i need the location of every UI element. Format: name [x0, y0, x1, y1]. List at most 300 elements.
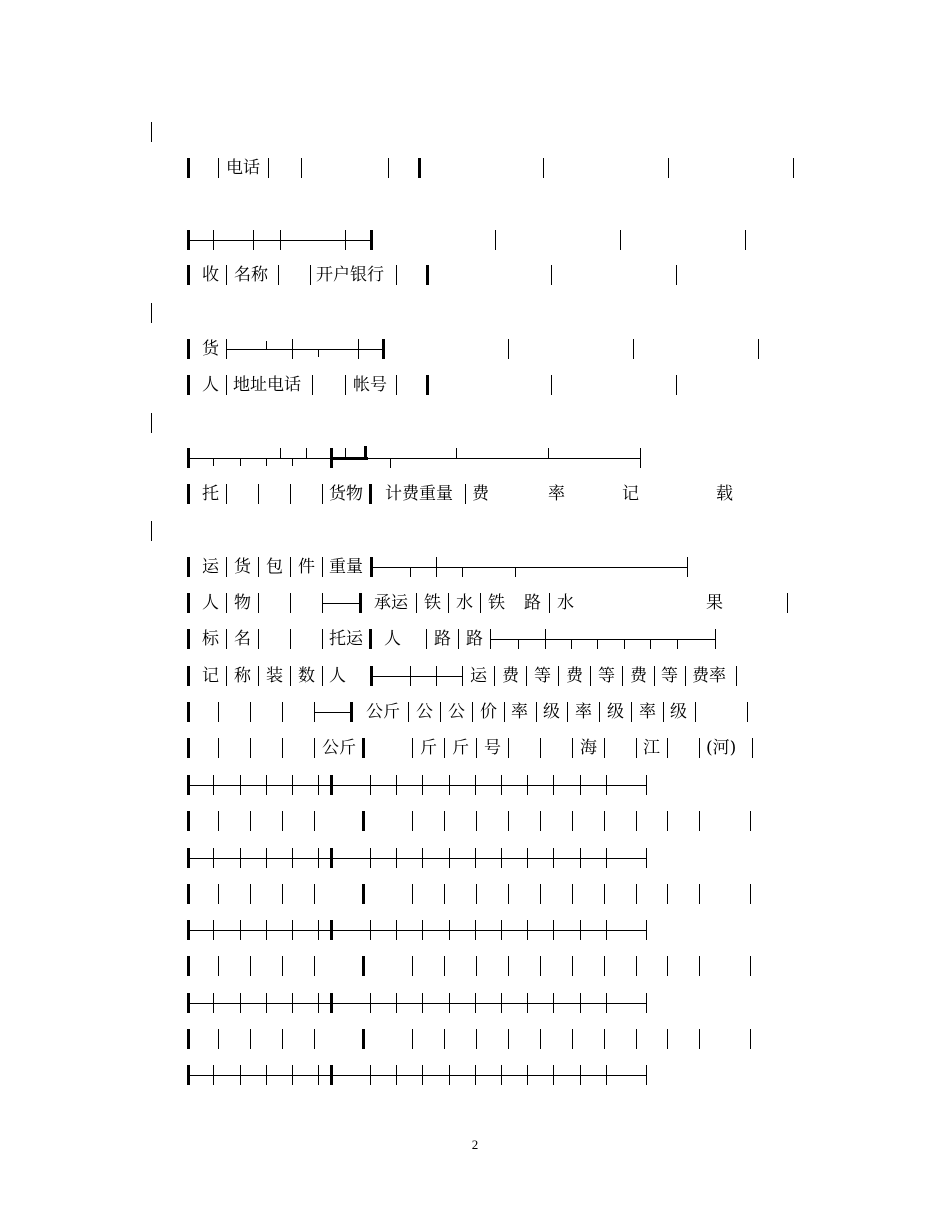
tick — [449, 775, 450, 795]
cell-border — [476, 811, 477, 831]
label-carrier: 承运 — [374, 593, 408, 613]
cell-border — [646, 848, 647, 868]
cell-border — [187, 738, 190, 758]
label-rec: 记 — [202, 666, 219, 686]
cell-border — [187, 848, 190, 868]
cell-border — [750, 1029, 751, 1049]
label-rate: 率 — [548, 484, 565, 504]
cell-border — [667, 884, 668, 904]
label-record: 记 — [622, 484, 639, 504]
tick — [280, 448, 281, 458]
cell-border — [604, 956, 605, 976]
tick — [213, 920, 214, 940]
cell-border — [551, 265, 552, 285]
cell-border — [412, 811, 413, 831]
label-name: 名称 — [234, 265, 268, 285]
tick — [449, 848, 450, 868]
cell-border — [250, 1029, 251, 1049]
cell-border — [218, 158, 219, 178]
cell-border — [444, 884, 445, 904]
cell-border — [667, 956, 668, 976]
tick — [240, 458, 241, 466]
cell-border — [685, 666, 686, 686]
cell-border — [676, 375, 677, 395]
tick — [677, 639, 678, 649]
cell-border — [549, 593, 550, 613]
cell-border — [604, 811, 605, 831]
cell-border — [504, 702, 505, 722]
tick — [501, 993, 502, 1013]
cell-border — [646, 993, 647, 1013]
label-river-paren: (河) — [706, 738, 737, 758]
row-rule — [187, 1003, 647, 1004]
cell-border — [322, 484, 323, 504]
cell-border — [540, 956, 541, 976]
cell-border — [476, 1029, 477, 1049]
tick — [266, 1065, 267, 1085]
cell-border — [290, 629, 291, 649]
cell-border — [465, 484, 466, 504]
row-rule-bold — [330, 457, 368, 460]
label-kg-2: 公斤 — [322, 738, 356, 758]
tick — [422, 1065, 423, 1085]
cell-border — [362, 1029, 365, 1049]
label-count: 数 — [298, 666, 315, 686]
tick — [370, 993, 371, 1013]
cell-border — [567, 702, 568, 722]
label-water: 水 — [456, 593, 473, 613]
cell-border — [476, 738, 477, 758]
label-result: 果 — [706, 593, 723, 613]
cell-border — [636, 884, 637, 904]
cell-border — [758, 339, 759, 359]
tick — [527, 775, 528, 795]
cell-border — [226, 666, 227, 686]
tick — [240, 920, 241, 940]
cell-border — [793, 158, 794, 178]
cell-border — [382, 339, 385, 359]
cell-border — [426, 375, 429, 395]
cell-border — [218, 811, 219, 831]
cell-border — [667, 738, 668, 758]
label-level-1: 级 — [543, 702, 560, 722]
label-river: 江 — [643, 738, 660, 758]
label-number: 号 — [484, 738, 501, 758]
cell-border — [676, 265, 677, 285]
cell-border — [458, 629, 459, 649]
tick — [501, 775, 502, 795]
cell-border — [508, 738, 509, 758]
margin-rule — [151, 413, 152, 433]
cell-border — [599, 702, 600, 722]
tick — [422, 775, 423, 795]
label-jin-2: 斤 — [452, 738, 469, 758]
cell-border — [282, 956, 283, 976]
cell-border — [250, 702, 251, 722]
cell-border — [282, 1029, 283, 1049]
label-item: 物 — [234, 593, 251, 613]
tick — [318, 993, 319, 1013]
cell-border — [480, 593, 481, 613]
label-rate-1: 率 — [511, 702, 528, 722]
cell-border — [314, 811, 315, 831]
cell-border — [369, 484, 372, 504]
cell-border — [699, 738, 700, 758]
cell-border — [322, 666, 323, 686]
label-public-2: 公 — [448, 702, 465, 722]
label-fee-1: 费 — [502, 666, 519, 686]
tick — [292, 775, 293, 795]
tick — [475, 1065, 476, 1085]
label-water-2: 水 — [557, 593, 574, 613]
margin-rule — [151, 521, 152, 541]
tick — [370, 775, 371, 795]
label-kg: 公斤 — [366, 702, 400, 722]
cell-border — [508, 811, 509, 831]
cell-border — [226, 593, 227, 613]
cell-border — [322, 557, 323, 577]
cell-border — [444, 956, 445, 976]
cell-border — [187, 448, 190, 468]
cell-border — [278, 265, 279, 285]
cell-border — [750, 884, 751, 904]
cell-border — [590, 666, 591, 686]
tick — [518, 639, 519, 649]
cell-border — [747, 702, 748, 722]
tick — [318, 349, 319, 357]
cell-border — [476, 956, 477, 976]
tick — [422, 848, 423, 868]
cell-border — [646, 775, 647, 795]
cell-border — [187, 702, 190, 722]
tick — [606, 920, 607, 940]
row-rule — [322, 603, 362, 604]
cell-border — [187, 811, 190, 831]
tick — [449, 920, 450, 940]
cell-border — [636, 956, 637, 976]
label-phone: 电话 — [226, 158, 260, 178]
label-road-3: 路 — [466, 629, 483, 649]
tick — [318, 920, 319, 940]
label-person-4: 人 — [329, 666, 346, 686]
cell-border — [290, 557, 291, 577]
label-cargo: 货物 — [329, 484, 363, 504]
cell-border — [699, 811, 700, 831]
tick — [553, 775, 554, 795]
cell-border — [362, 811, 365, 831]
cell-border — [444, 811, 445, 831]
tick — [527, 1065, 528, 1085]
label-fee-2: 费 — [566, 666, 583, 686]
cell-border — [426, 265, 429, 285]
cell-border — [226, 557, 227, 577]
label-consign-2: 托运 — [329, 629, 363, 649]
label-mark: 标 — [202, 629, 219, 649]
cell-border — [622, 666, 623, 686]
cell-border — [258, 593, 259, 613]
cell-border — [545, 629, 546, 649]
cell-border — [444, 1029, 445, 1049]
cell-border — [745, 230, 746, 250]
cell-border — [508, 956, 509, 976]
row-rule — [187, 1075, 647, 1076]
cell-border — [187, 339, 190, 359]
cell-border — [572, 884, 573, 904]
cell-border — [426, 629, 427, 649]
cell-border — [282, 884, 283, 904]
tick — [306, 448, 307, 458]
cell-border — [540, 884, 541, 904]
cell-border — [218, 738, 219, 758]
tick — [266, 920, 267, 940]
tick — [240, 1065, 241, 1085]
tick — [580, 993, 581, 1013]
cell-border — [314, 956, 315, 976]
label-address-phone: 地址电话 — [233, 375, 301, 395]
cell-border — [187, 1029, 190, 1049]
label-person-2: 人 — [202, 593, 219, 613]
cell-border — [604, 1029, 605, 1049]
label-rail: 铁 — [424, 593, 441, 613]
cell-border — [330, 848, 333, 868]
label-name-2: 名 — [234, 629, 251, 649]
tick — [501, 848, 502, 868]
tick — [390, 458, 391, 468]
cell-border — [362, 884, 365, 904]
cell-border — [258, 666, 259, 686]
cell-border — [687, 557, 688, 577]
cell-border — [250, 956, 251, 976]
tick — [396, 1065, 397, 1085]
label-receive: 收 — [202, 265, 219, 285]
cell-border — [631, 702, 632, 722]
tick — [266, 458, 267, 466]
row-rule — [226, 349, 384, 350]
cell-border — [699, 1029, 700, 1049]
cell-border — [314, 1029, 315, 1049]
cell-border — [258, 484, 259, 504]
cell-border — [667, 1029, 668, 1049]
label-public-1: 公 — [416, 702, 433, 722]
cell-border — [312, 375, 313, 395]
label-price: 价 — [480, 702, 497, 722]
cell-border — [572, 738, 573, 758]
label-ship: 运 — [202, 557, 219, 577]
tick — [240, 848, 241, 868]
tick — [475, 775, 476, 795]
label-road-2: 路 — [434, 629, 451, 649]
tick — [456, 448, 457, 458]
cell-border — [187, 666, 190, 686]
cell-border — [258, 629, 259, 649]
label-fee-3: 费 — [630, 666, 647, 686]
tick — [606, 993, 607, 1013]
tick — [266, 775, 267, 795]
cell-border — [345, 375, 346, 395]
cell-border — [187, 557, 190, 577]
cell-border — [187, 775, 190, 795]
cell-border — [280, 230, 281, 250]
label-person: 人 — [202, 375, 219, 395]
cell-border — [226, 265, 227, 285]
label-sea: 海 — [580, 738, 597, 758]
row-rule — [187, 458, 641, 459]
tick — [292, 848, 293, 868]
label-pack: 包 — [266, 557, 283, 577]
tick — [527, 920, 528, 940]
cell-border — [462, 666, 463, 686]
cell-border — [314, 738, 315, 758]
label-weight: 重量 — [329, 557, 363, 577]
cell-border — [410, 666, 411, 686]
label-account: 帐号 — [353, 375, 387, 395]
tick — [396, 993, 397, 1013]
label-grade-2: 等 — [598, 666, 615, 686]
cell-border — [620, 230, 621, 250]
cell-border — [508, 884, 509, 904]
cell-border — [543, 158, 544, 178]
cell-border — [572, 956, 573, 976]
tick — [501, 1065, 502, 1085]
cell-border — [310, 265, 311, 285]
tick — [553, 993, 554, 1013]
tick — [370, 848, 371, 868]
tick — [292, 993, 293, 1013]
tick — [318, 1065, 319, 1085]
cell-border — [416, 593, 417, 613]
row-rule — [314, 712, 352, 713]
tick — [449, 1065, 450, 1085]
cell-border — [187, 993, 190, 1013]
margin-rule — [151, 303, 152, 323]
cell-border — [494, 666, 495, 686]
tick — [606, 848, 607, 868]
cell-border — [412, 738, 413, 758]
cell-border — [440, 702, 441, 722]
cell-border — [330, 775, 333, 795]
cell-border — [330, 920, 333, 940]
cell-border — [350, 702, 353, 722]
cell-border — [292, 339, 293, 359]
cell-border — [699, 884, 700, 904]
tick — [370, 920, 371, 940]
cell-border — [187, 158, 190, 178]
cell-border — [330, 993, 333, 1013]
cell-border — [436, 666, 437, 686]
tick — [571, 639, 572, 649]
tick — [624, 639, 625, 649]
tick — [396, 920, 397, 940]
tick — [266, 993, 267, 1013]
label-goods-2: 货 — [234, 557, 251, 577]
cell-border — [330, 1065, 333, 1085]
cell-border — [418, 158, 421, 178]
cell-border — [640, 448, 641, 468]
cell-border — [508, 1029, 509, 1049]
label-rate-3: 率 — [639, 702, 656, 722]
tick — [580, 775, 581, 795]
cell-border — [187, 956, 190, 976]
cell-border — [218, 884, 219, 904]
cell-border — [636, 738, 637, 758]
row-rule — [187, 785, 647, 786]
cell-border — [253, 230, 254, 250]
tick — [422, 920, 423, 940]
tick — [292, 1065, 293, 1085]
cell-border — [250, 811, 251, 831]
cell-border — [218, 1029, 219, 1049]
cell-border — [787, 593, 788, 613]
label-called: 称 — [234, 666, 251, 686]
tick — [292, 920, 293, 940]
label-grade-3: 等 — [661, 666, 678, 686]
label-load: 载 — [716, 484, 733, 504]
label-transport: 运 — [470, 666, 487, 686]
tick — [475, 920, 476, 940]
label-level-3: 级 — [670, 702, 687, 722]
cell-border — [362, 956, 365, 976]
cell-border — [444, 738, 445, 758]
cell-border — [290, 484, 291, 504]
cell-border — [388, 158, 389, 178]
cell-border — [540, 811, 541, 831]
cell-border — [396, 375, 397, 395]
cell-border — [572, 811, 573, 831]
cell-border — [226, 375, 227, 395]
cell-border — [187, 884, 190, 904]
tick — [553, 848, 554, 868]
cell-border — [250, 738, 251, 758]
tick — [213, 458, 214, 466]
cell-border — [364, 446, 367, 460]
cell-border — [508, 339, 509, 359]
cell-border — [526, 666, 527, 686]
cell-border — [369, 629, 372, 649]
cell-border — [540, 738, 541, 758]
tick — [553, 920, 554, 940]
cell-border — [604, 738, 605, 758]
cell-border — [301, 158, 302, 178]
cell-border — [187, 629, 190, 649]
cell-border — [448, 593, 449, 613]
tick — [266, 341, 267, 349]
cell-border — [633, 339, 634, 359]
cell-border — [408, 702, 409, 722]
cell-border — [290, 666, 291, 686]
cell-border — [290, 593, 291, 613]
cell-border — [750, 811, 751, 831]
cell-border — [187, 375, 190, 395]
cell-border — [736, 666, 737, 686]
cell-border — [187, 593, 190, 613]
cell-border — [654, 666, 655, 686]
cell-border — [536, 702, 537, 722]
tick — [580, 920, 581, 940]
label-road: 路 — [524, 593, 541, 613]
cell-border — [396, 265, 397, 285]
cell-border — [345, 230, 346, 250]
cell-border — [695, 702, 696, 722]
cell-border — [667, 811, 668, 831]
cell-border — [472, 702, 473, 722]
label-jin-1: 斤 — [420, 738, 437, 758]
tick — [606, 775, 607, 795]
tick — [240, 993, 241, 1013]
tick — [213, 1065, 214, 1085]
cell-border — [187, 920, 190, 940]
row-rule — [187, 930, 647, 931]
cell-border — [558, 666, 559, 686]
